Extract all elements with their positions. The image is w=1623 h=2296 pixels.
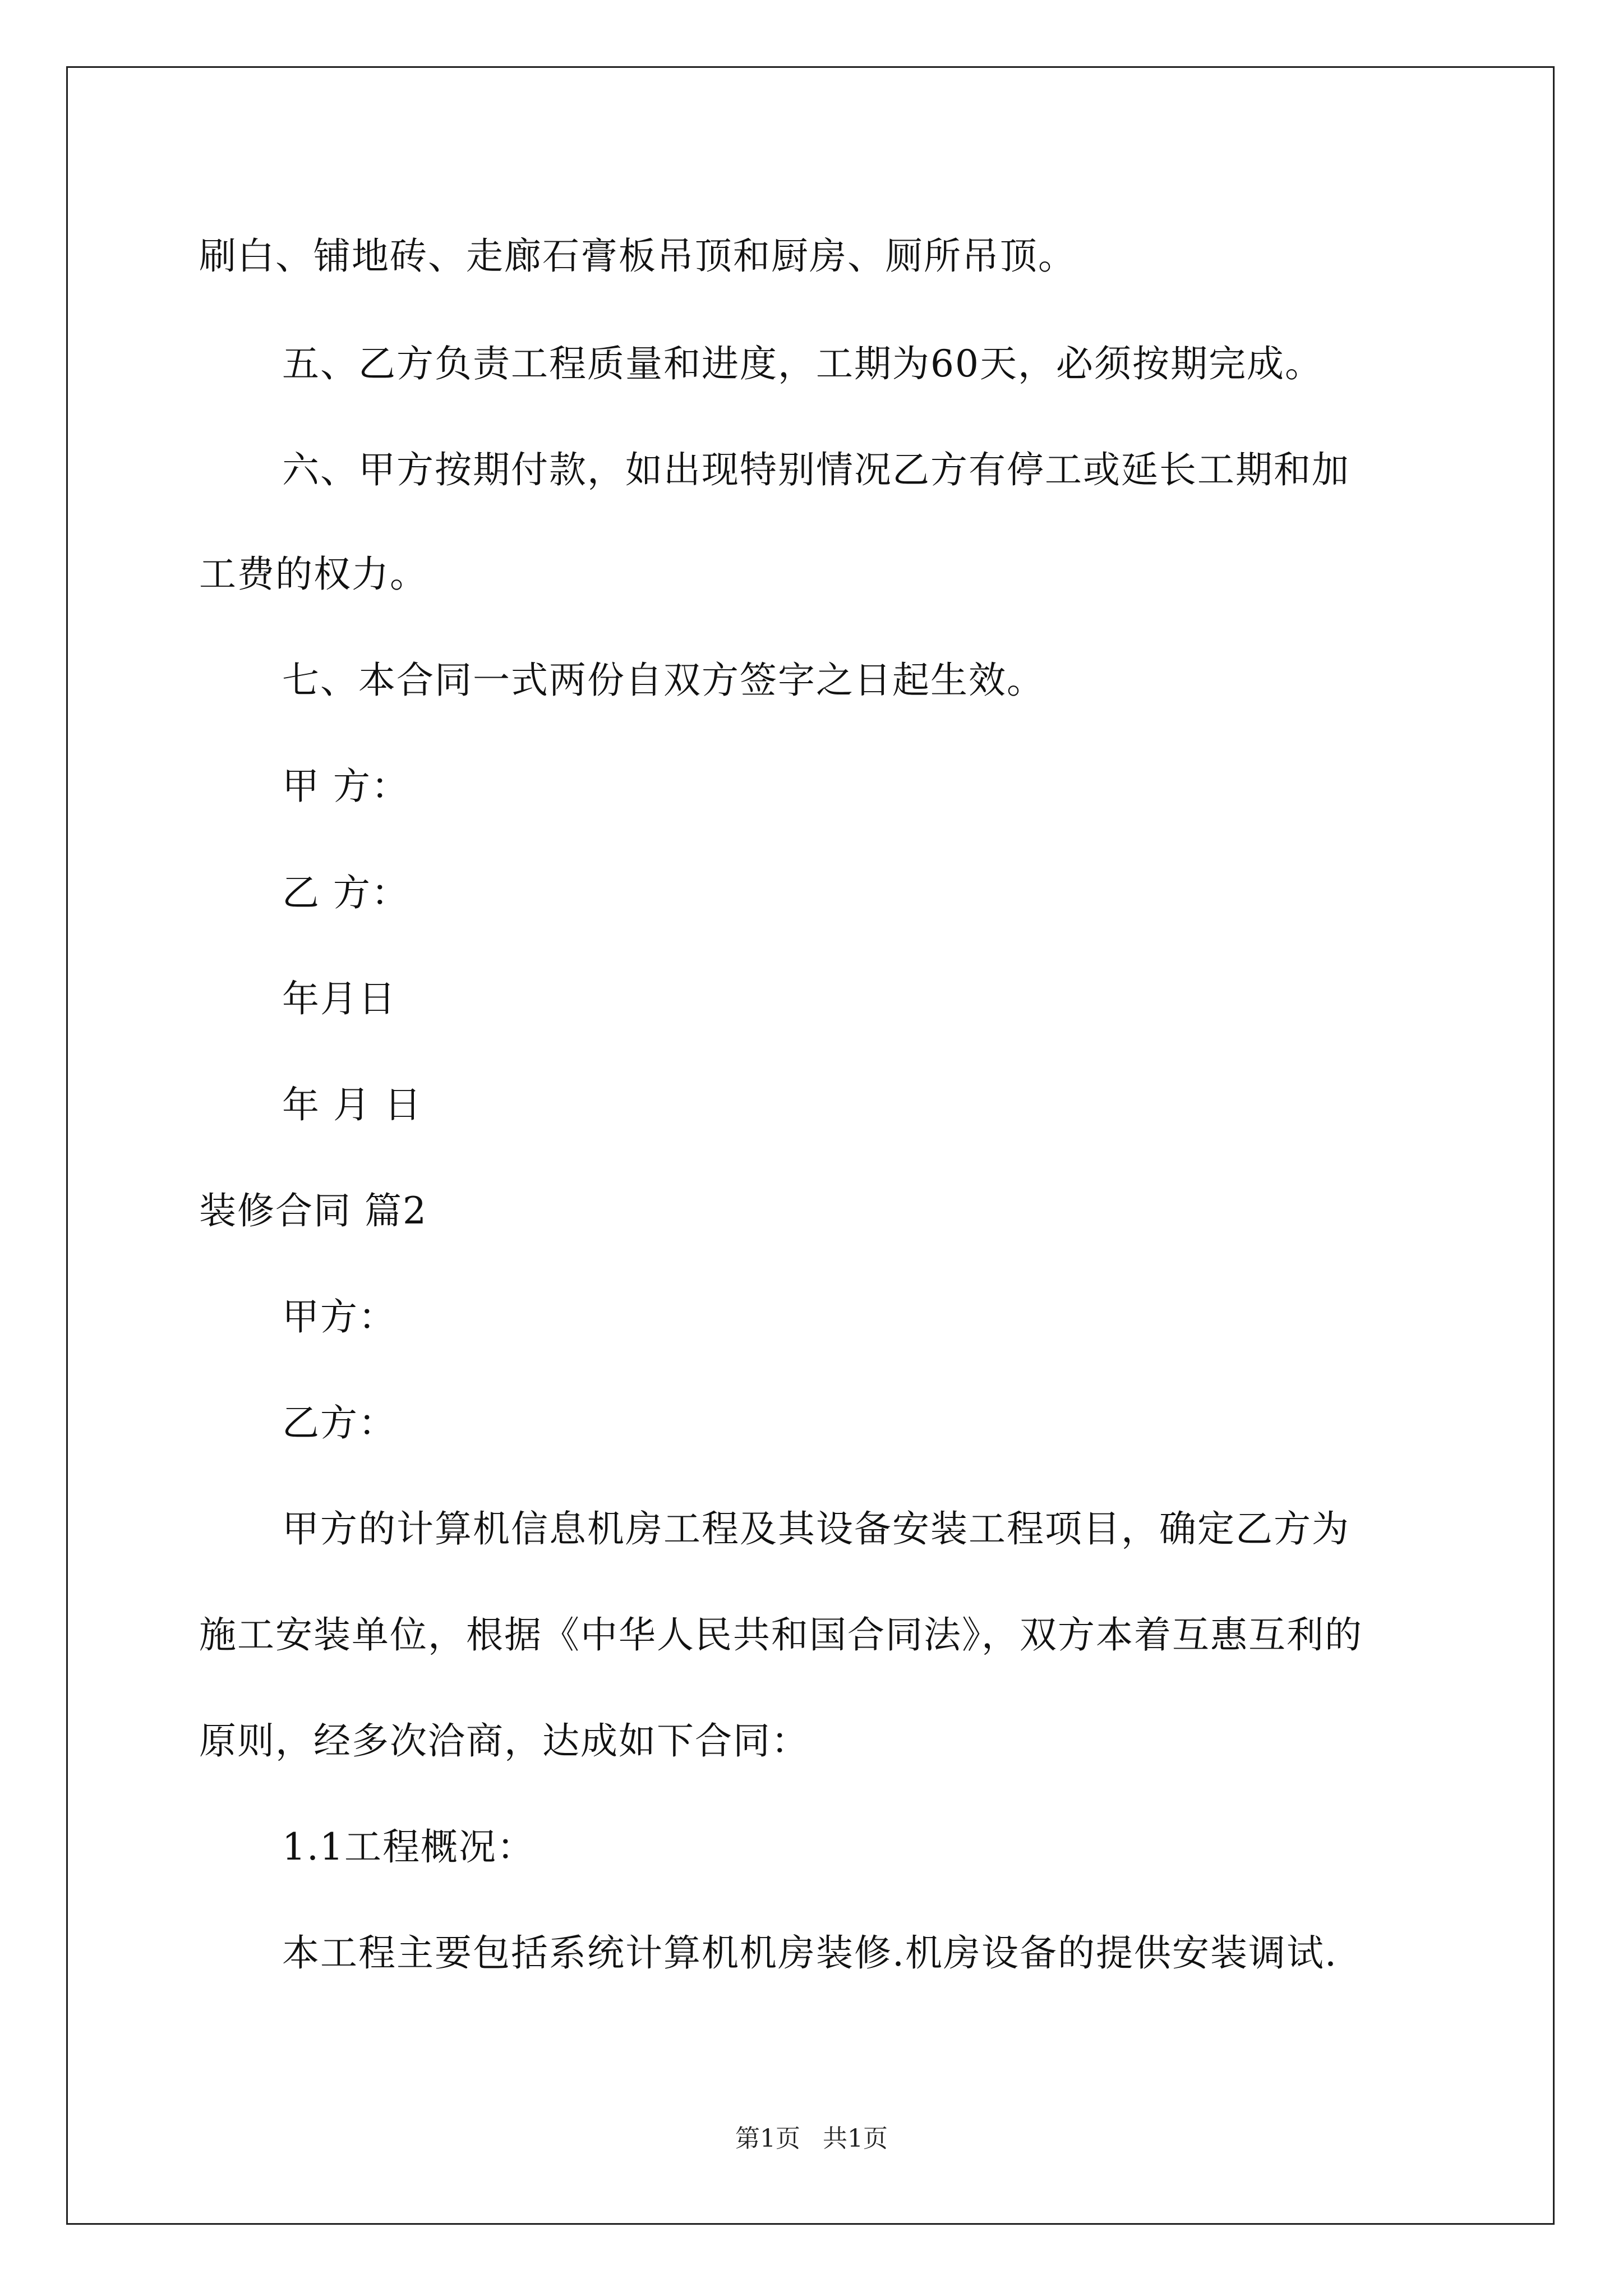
page-border bbox=[66, 66, 1555, 2225]
text-line-13: 甲方的计算机信息机房工程及其设备安装工程项目，确定乙方为 bbox=[282, 1507, 1350, 1550]
text-line-3: 六、甲方按期付款，如出现特别情况乙方有停工或延长工期和加 bbox=[282, 448, 1350, 491]
date-line-2: 年 月 日 bbox=[282, 1083, 422, 1126]
party-b-label: 乙 方： bbox=[282, 871, 409, 914]
text-line-15: 原则，经多次洽商，达成如下合同： bbox=[199, 1719, 809, 1763]
page-total: 共1页 bbox=[823, 2124, 888, 2153]
text-line-4: 工费的权力。 bbox=[199, 553, 428, 596]
party-b-label-2: 乙方： bbox=[282, 1401, 396, 1444]
text-line-17: 本工程主要包括系统计算机机房装修.机房设备的提供安装调试. bbox=[282, 1931, 1338, 1975]
text-line-14: 施工安装单位，根据《中华人民共和国合同法》，双方本着互惠互利的 bbox=[199, 1613, 1363, 1657]
date-line-1: 年月日 bbox=[282, 977, 396, 1020]
text-line-1: 刷白、铺地砖、走廊石膏板吊顶和厨房、厕所吊顶。 bbox=[199, 234, 1076, 278]
section-heading: 装修合同 篇2 bbox=[199, 1189, 427, 1232]
text-line-2: 五、乙方负责工程质量和进度，工期为60天，必须按期完成。 bbox=[282, 342, 1323, 385]
party-a-label-2: 甲方： bbox=[282, 1295, 396, 1338]
text-line-5: 七、本合同一式两份自双方签字之日起生效。 bbox=[282, 659, 1045, 702]
subsection-heading: 1.1工程概况： bbox=[282, 1825, 535, 1869]
party-a-label: 甲 方： bbox=[282, 765, 409, 808]
page-number: 第1页 bbox=[735, 2124, 800, 2153]
page-footer bbox=[0, 2123, 1623, 2155]
